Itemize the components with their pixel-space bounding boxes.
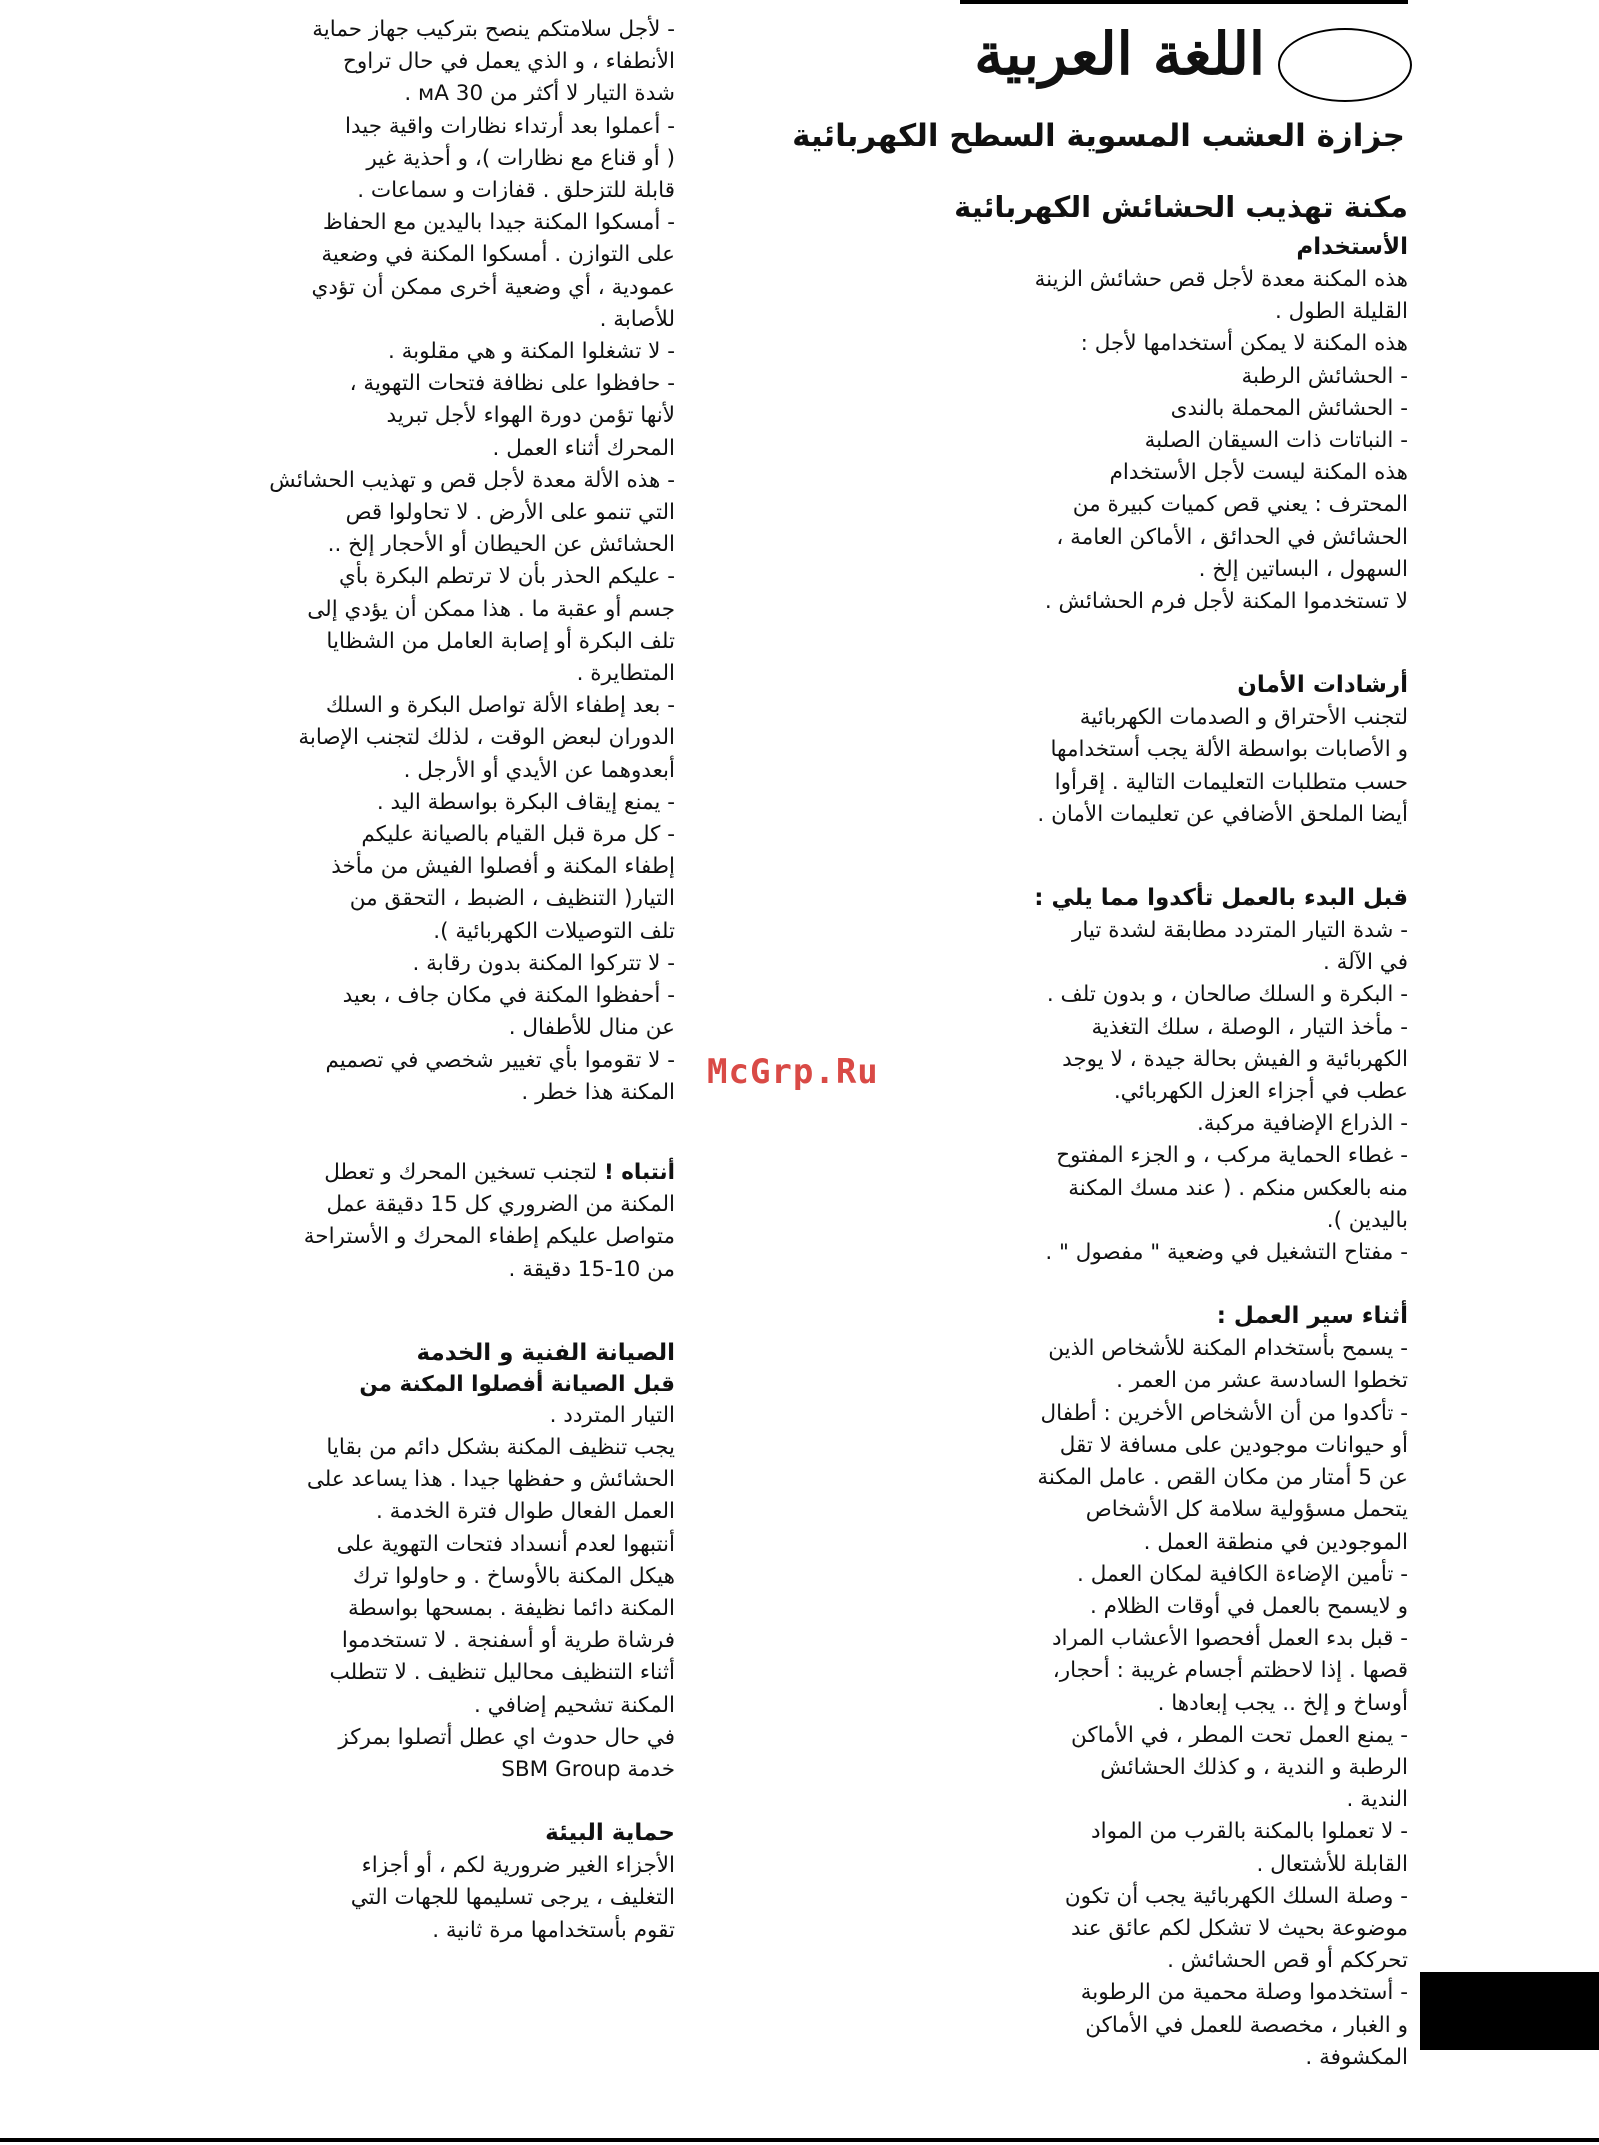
maintenance-line: المكنة تشحيم إضافي . <box>474 1692 675 1718</box>
during-work-line: تخطوا السادسة عشر من العمر . <box>1116 1368 1408 1394</box>
product-title: جزازة العشب المسوية السطح الكهربائية <box>792 118 1405 154</box>
safety-continued-line: ( أو قناع مع نظارات )، و أحذية غير <box>366 145 675 171</box>
safety-continued-line: المحرك أثناء العمل . <box>492 435 675 461</box>
during-work-line: تحرككم أو قص الحشائش . <box>1167 1948 1408 1974</box>
before-work-line: باليدين ). <box>1326 1207 1408 1233</box>
usage-line: - الحشائش الرطبة <box>1241 363 1408 389</box>
safety-continued-line: جسم أو عقبة ما . هذا ممكن أن يؤدي إلى <box>307 596 675 622</box>
attention-line: من 10-15 دقيقة . <box>508 1256 675 1282</box>
safety-continued-line: التي تنمو على الأرض . لا تحاولوا قص <box>345 500 675 526</box>
safety-continued-line: عن منال للأطفال . <box>508 1015 675 1041</box>
environment-line: الأجزاء الغير ضرورية لكم ، أو أجزاء <box>361 1853 675 1879</box>
safety-continued-line: - أعملوا بعد أرتداء نظارات واقية جيدا <box>345 113 675 139</box>
maintenance-line: في حال حدوث اي عطل أتصلوا بمركز <box>338 1724 675 1750</box>
safety-continued-line: للأصابة . <box>599 306 675 332</box>
during-work-line: أو حيوانات موجودين على مسافة لا تقل <box>1059 1432 1408 1458</box>
usage-text <box>1010 264 1408 618</box>
during-work-line: المكشوفة . <box>1305 2044 1408 2070</box>
usage-line: لا تستخدموا المكنة لأجل فرم الحشائش . <box>1044 589 1408 615</box>
usage-line: القليلة الطول . <box>1274 299 1408 325</box>
during-work-line: الموجودين في منطقة العمل . <box>1143 1529 1408 1555</box>
during-work-line: و الغبار ، مخصصة للعمل في الأماكن <box>1085 2012 1408 2038</box>
attention-paragraph <box>255 1157 675 1189</box>
during-work-line: أوساخ و إلخ .. يجب إبعادها . <box>1157 1690 1408 1716</box>
safety-continued-line: عمودية ، أي وضعية أخرى ممكن أن تؤدي <box>311 274 675 300</box>
safety-continued-line: الدوران لبعض الوقت ، لذلك لتجنب الإصابة <box>298 725 675 751</box>
left-column <box>255 14 675 1947</box>
maintenance-line: أنتبهوا لعدم أنسداد فتحات التهوية على <box>336 1531 675 1557</box>
during-work-line: الندية . <box>1346 1787 1408 1813</box>
safety-continued-line: الحشائش عن الحيطان أو الأحجار إلخ .. <box>327 532 675 558</box>
during-work-line: قصها . إذا لاحظتم أجسام غريبة : أحجار، <box>1052 1658 1408 1684</box>
watermark-text: McGrp.Ru <box>707 1052 879 1092</box>
attention-first-line: لتجنب تسخين المحرك و تعطل <box>324 1159 604 1185</box>
maintenance-line: العمل الفعال طوال فترة الخدمة . <box>376 1499 675 1525</box>
during-work-line: و لايسمح بالعمل في أوقات الظلام . <box>1089 1593 1408 1619</box>
maintenance-line: أثناء التنظيف محاليل تنظيف . لا تتطلب <box>329 1660 675 1686</box>
usage-line: السهول ، البساتين إلخ . <box>1198 556 1408 582</box>
maintenance-line: التيار المتردد . <box>549 1402 675 1428</box>
maintenance-heading: الصيانة الفنية و الخدمة <box>416 1339 675 1366</box>
right-column <box>1010 230 1408 2074</box>
during-work-line: - قبل بدء العمل أفحصوا الأعشاب المراد <box>1051 1626 1408 1652</box>
during-work-line: موضوعة بحيث لا تشكل لكم عائق عند <box>1070 1915 1408 1941</box>
product-subtitle: مكنة تهذيب الحشائش الكهربائية <box>954 190 1408 224</box>
safety-continued-line: الأنطفاء ، و الذي يعمل في حال تراوح <box>342 49 675 75</box>
safety-heading: أرشادات الأمان <box>1237 672 1408 699</box>
safety-continued-line: - عليكم الحذر بأن لا ترتطم البكرة بأي <box>338 564 675 590</box>
environment-heading: حماية البيئة <box>545 1820 675 1847</box>
during-work-line: يتحمل مسؤولية سلامة كل الأشخاص <box>1085 1497 1408 1523</box>
usage-line: هذه المكنة ليست لأجل الأستخدام <box>1109 460 1408 486</box>
safety-continued-line: - لا تتركوا المكنة بدون رقابة . <box>412 950 675 976</box>
usage-line: الحشائش في الحدائق ، الأماكن العامة ، <box>1056 524 1408 550</box>
bottom-rule <box>0 2138 1599 2142</box>
safety-continued-line: - لأجل سلامتكم ينصح بتركيب جهاز حماية <box>312 17 675 42</box>
page-side-tab <box>1420 1972 1599 2050</box>
before-work-line: - مفتاح التشغيل في وضعية " مفصول " . <box>1045 1240 1408 1266</box>
usage-line: هذه المكنة معدة لأجل قص حشائش الزينة <box>1034 267 1408 292</box>
during-work-line: - أستخدموا وصلة محمية من الرطوبة <box>1080 1980 1408 2006</box>
before-work-line: - شدة التيار المتردد مطابقة لشدة تيار <box>1072 918 1408 944</box>
usage-line: هذه المكنة لا يمكن أستخدامها لأجل : <box>1080 331 1408 357</box>
safety-continued-line: - بعد إطفاء الألة تواصل البكرة و السلك <box>325 693 675 719</box>
attention-label: أنتباه ! <box>603 1159 675 1185</box>
before-work-line: الكهربائية و الفيش بحالة جيدة ، لا يوجد <box>1062 1046 1408 1072</box>
before-work-line: عطب في أجزاء العزل الكهربائي. <box>1113 1079 1408 1105</box>
safety-continued-line: قابلة للتزحلق . قفازات و سماعات . <box>357 178 675 204</box>
safety-line: أيضا الملحق الأضافي عن تعليمات الأمان . <box>1037 801 1408 827</box>
safety-continued-line: - أحفظوا المكنة في مكان جاف ، بعيد <box>342 983 675 1009</box>
during-work-line: - تأمين الإضاءة الكافية لمكان العمل . <box>1077 1561 1408 1587</box>
safety-continued-text <box>255 14 675 1109</box>
safety-continued-line: - لا تشغلوا المكنة و هي مقلوبة . <box>387 339 675 365</box>
language-oval <box>1278 28 1412 102</box>
safety-continued-line: تلف البكرة أو إصابة العامل من الشظايا <box>326 628 675 654</box>
safety-continued-line: - أمسكوا المكنة جيدا باليدين مع الحفاظ <box>322 210 675 236</box>
during-work-line: - وصلة السلك الكهربائية يجب أن تكون <box>1064 1883 1408 1909</box>
before-work-line: - مأخذ التيار ، الوصلة ، سلك التغذية <box>1091 1014 1408 1040</box>
during-work-line: - يسمح بأستخدام المكنة للأشخاص الذين <box>1048 1336 1408 1362</box>
language-title: اللغة العربية <box>974 20 1265 88</box>
usage-line: - النباتات ذات السيقان الصلبة <box>1144 428 1408 454</box>
during-work-line: - تأكدوا من أن الأشخاص الأخرين : أطفال <box>1040 1400 1408 1426</box>
safety-continued-line: إطفاء المكنة و أفصلوا الفيش من مأخذ <box>331 854 675 880</box>
safety-continued-line: المتطايرة . <box>576 661 675 687</box>
maintenance-line: الحشائش و حفظها جيدا . هذا يساعد على <box>306 1467 675 1493</box>
maintenance-line: يجب تنظيف المكنة بشكل دائم من بقايا <box>326 1434 675 1460</box>
environment-text <box>255 1850 675 1947</box>
maintenance-line: فرشاة طرية أو أسفنجة . لا تستخدموا <box>341 1628 675 1654</box>
before-work-heading: قبل البدء بالعمل تأكدوا مما يلي : <box>1034 885 1408 912</box>
maintenance-line: المكنة دائما نظيفة . بمسحها بواسطة <box>347 1595 675 1621</box>
safety-continued-line: لأنها تؤمن دورة الهواء لأجل تبريد <box>386 403 675 429</box>
before-work-text <box>1010 915 1408 1269</box>
before-work-line: في الآلة . <box>1322 950 1408 976</box>
usage-heading: الأستخدام <box>1296 234 1408 260</box>
safety-line: و الأصابات بواسطة الألة يجب أستخدامها <box>1050 737 1408 763</box>
safety-continued-line: - كل مرة قبل القيام بالصيانة عليكم <box>361 822 675 848</box>
before-work-line: - البكرة و السلك صالحان ، و بدون تلف . <box>1046 982 1408 1008</box>
before-work-line: - الذراع الإضافية مركبة. <box>1196 1111 1408 1137</box>
during-work-text <box>1010 1333 1408 2074</box>
usage-line: - الحشائش المحملة بالندى <box>1170 395 1408 421</box>
attention-text <box>255 1189 675 1286</box>
environment-line: تقوم بأستخدامها مرة ثانية . <box>432 1917 675 1943</box>
safety-continued-line: المكنة هذا خطر . <box>521 1079 675 1105</box>
top-rule <box>960 0 1408 4</box>
maintenance-text <box>255 1400 675 1786</box>
safety-line: لتجنب الأحتراق و الصدمات الكهربائية <box>1079 705 1408 731</box>
before-work-line: منه بالعكس منكم . ( عند مسك المكنة <box>1068 1175 1408 1201</box>
maintenance-subheading: قبل الصيانة أفصلوا المكنة من <box>359 1371 675 1397</box>
before-work-line: - غطاء الحماية مركب ، و الجزء المفتوح <box>1056 1143 1408 1169</box>
maintenance-line: خدمة SBM Group <box>501 1756 675 1782</box>
safety-continued-line: تلف التوصيلات الكهربائية ). <box>433 918 675 944</box>
safety-continued-line: - حافظوا على نظافة فتحات التهوية ، <box>349 371 675 397</box>
safety-continued-line: على التوازن . أمسكوا المكنة في وضعية <box>321 242 675 268</box>
safety-text <box>1010 702 1408 831</box>
safety-continued-line: - يمنع إيقاف البكرة بواسطة اليد . <box>376 789 675 815</box>
maintenance-line: هيكل المكنة بالأوساخ . و حاولوا ترك <box>352 1563 675 1589</box>
safety-line: حسب متطلبات التعليمات التالية . إقرأوا <box>1054 769 1408 795</box>
attention-line: المكنة من الضروري كل 15 دقيقة عمل <box>326 1192 675 1218</box>
during-work-line: القابلة للأشتعال . <box>1256 1851 1408 1877</box>
during-work-line: الرطبة و الندية ، و كذلك الحشائش <box>1100 1754 1408 1780</box>
during-work-line: - يمنع العمل تحت المطر ، في الأماكن <box>1070 1722 1408 1748</box>
safety-continued-line: - هذه الألة معدة لأجل قص و تهذيب الحشائش <box>269 467 675 493</box>
usage-line: المحترف : يعني قص كميات كبيرة من <box>1072 492 1408 518</box>
during-work-line: عن 5 أمتار من مكان القص . عامل المكنة <box>1037 1465 1408 1491</box>
attention-line: متواصل عليكم إطفاء المحرك و الأستراحة <box>303 1224 675 1250</box>
safety-continued-line: شدة التيار لا أكثر من 30 мА . <box>404 81 675 107</box>
during-work-heading: أثناء سير العمل : <box>1216 1303 1408 1330</box>
safety-continued-line: أبعدوهما عن الأيدي أو الأرجل . <box>403 757 675 783</box>
environment-line: التغليف ، يرجى تسليمها للجهات التي <box>350 1885 675 1911</box>
safety-continued-line: التيار( التنظيف ، الضبط ، التحقق من <box>349 886 675 912</box>
safety-continued-line: - لا تقوموا بأي تغيير شخصي في تصميم <box>325 1047 675 1073</box>
during-work-line: - لا تعملوا بالمكنة بالقرب من المواد <box>1091 1819 1408 1845</box>
